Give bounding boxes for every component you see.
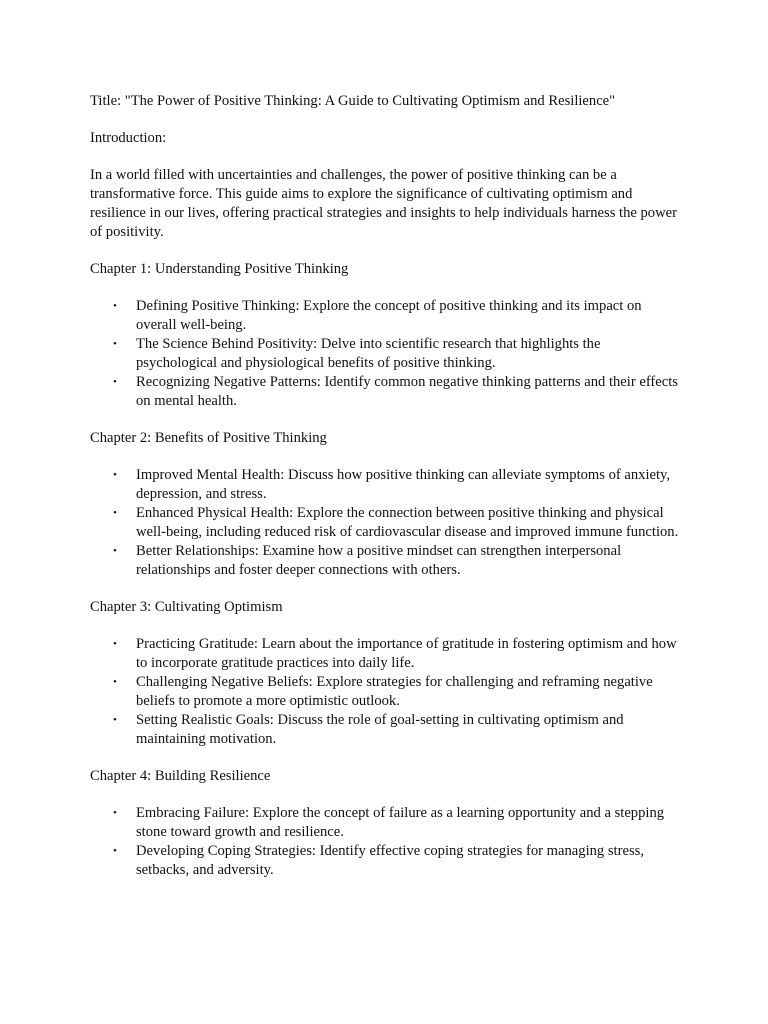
bullet-icon: •: [113, 338, 117, 350]
list-item: [113, 297, 680, 335]
intro-paragraph: In a world filled with uncertainties and challenges, the power of positive thinking can be a transformative force. This guide aims to explore the significance of cultivating optimism and resilience in our lives, offering practical strategies and insights to help individuals harness the power of positivity.: [90, 167, 677, 240]
bullet-icon: •: [113, 845, 117, 857]
list-item: [113, 804, 680, 842]
chapter-4-list: [90, 804, 680, 880]
chapter-3-section: [90, 598, 680, 749]
list-item: [113, 711, 680, 749]
list-item-text: Defining Positive Thinking: Explore the concept of positive thinking and its impact on overall well-being.: [136, 298, 642, 333]
list-item: [113, 542, 680, 580]
bullet-icon: •: [113, 807, 117, 819]
intro-heading: Introduction:: [90, 130, 167, 146]
list-item: [113, 335, 680, 373]
list-item: [113, 635, 680, 673]
list-item-text: Improved Mental Health: Discuss how positive thinking can alleviate symptoms of anxiety, depression, and stress.: [136, 467, 671, 502]
document-body: [90, 92, 680, 898]
bullet-icon: •: [113, 469, 117, 481]
list-item: [113, 673, 680, 711]
bullet-icon: •: [113, 676, 117, 688]
bullet-icon: •: [113, 376, 117, 388]
list-item: [113, 504, 680, 542]
list-item-text: Challenging Negative Beliefs: Explore strategies for challenging and reframing negative beliefs to promote a more optimistic outlook.: [136, 674, 653, 709]
chapter-2-heading: Chapter 2: Benefits of Positive Thinking: [90, 430, 327, 446]
bullet-icon: •: [113, 638, 117, 650]
bullet-icon: •: [113, 507, 117, 519]
chapter-1-list: [90, 297, 680, 411]
chapter-4-section: [90, 767, 680, 880]
chapter-1-heading: Chapter 1: Understanding Positive Thinking: [90, 261, 349, 277]
bullet-icon: •: [113, 300, 117, 312]
list-item-text: Embracing Failure: Explore the concept of failure as a learning opportunity and a stepping stone toward growth and resilience.: [136, 805, 665, 840]
list-item-text: Setting Realistic Goals: Discuss the role of goal-setting in cultivating optimism and maintaining motivation.: [136, 712, 624, 747]
list-item-text: Practicing Gratitude: Learn about the importance of gratitude in fostering optimism and how to incorporate gratitude practices into daily life.: [136, 636, 677, 671]
list-item: [113, 466, 680, 504]
list-item: [113, 842, 680, 880]
chapter-2-list: [90, 466, 680, 580]
chapter-4-heading: Chapter 4: Building Resilience: [90, 768, 271, 784]
chapter-3-list: [90, 635, 680, 749]
list-item-text: The Science Behind Positivity: Delve into scientific research that highlights the psychological and physiological benefits of positive thinking.: [136, 336, 601, 371]
bullet-icon: •: [113, 714, 117, 726]
bullet-icon: •: [113, 545, 117, 557]
chapter-2-section: [90, 429, 680, 580]
document-title: Title: "The Power of Positive Thinking: A Guide to Cultivating Optimism and Resilience": [90, 93, 616, 109]
chapter-3-heading: Chapter 3: Cultivating Optimism: [90, 599, 283, 615]
list-item-text: Better Relationships: Examine how a positive mindset can strengthen interpersonal relationships and foster deeper connections with others.: [136, 543, 622, 578]
list-item-text: Recognizing Negative Patterns: Identify common negative thinking patterns and their effects on mental health.: [136, 374, 678, 409]
list-item: [113, 373, 680, 411]
list-item-text: Developing Coping Strategies: Identify effective coping strategies for managing stress, setbacks, and adversity.: [136, 843, 644, 878]
chapter-1-section: [90, 260, 680, 411]
list-item-text: Enhanced Physical Health: Explore the connection between positive thinking and physical well-being, including reduced risk of cardiovascular disease and improved immune function.: [136, 505, 679, 540]
